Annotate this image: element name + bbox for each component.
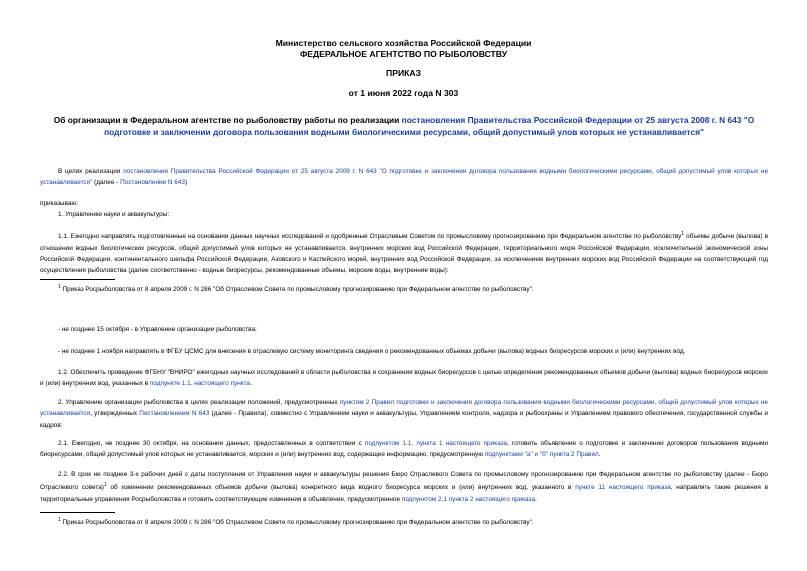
- footnote-mark[interactable]: 1: [681, 231, 685, 237]
- item-1-2: [40, 367, 768, 390]
- footnote-1: [40, 282, 768, 296]
- intro-prefix: В целях реализации: [58, 168, 124, 175]
- item-1-1-text: 1.1. Ежегодно направлять подготовленные на основании данных научных исследований и одобренные Отраслевым Советом по промысловому прогнозированию при Федеральном агентстве по рыболовству: [58, 233, 682, 241]
- footnote-divider-2: [40, 512, 115, 513]
- item-1-2-text: 1.2. Обеспечить проведение ФГБНУ "ВНИРО" ежегодных научных исследований в области рыболовства и сохранения водных биоресурсов с целью определения рекомендованных объемов добычи (вылова) водных биоресурсов морских и (или) внутренних вод, указанных в: [40, 369, 768, 388]
- intro-mid: (далее -: [92, 179, 121, 187]
- footnote-2: [40, 515, 768, 529]
- doc-date-number: от 1 июня 2022 года N 303: [348, 88, 459, 98]
- item-2-1-text: 2.1. Ежегодно, не позднее 30 октября, на основании данных, предоставленных в соответствии с: [58, 440, 365, 447]
- item-2-link-rules[interactable]: пунктом 2 Правил подготовки и заключения договора пользования водными биологическими ресурсами, общий допустимый улов которых не устанавливается: [40, 399, 768, 418]
- footnote-mark[interactable]: 1: [103, 482, 107, 489]
- item-2-mid: , утвержденных: [90, 410, 140, 418]
- title-prefix: Об организации в Федеральном агентстве по рыболовству работы по реализации: [53, 115, 402, 125]
- item-2-2-text: 2.2. В срок не позднее 3-х рабочих дней с даты поступления от Управления науки и аквакультуры решения Бюро Отраслевого Совета по промысловому прогнозированию при Федеральном агентстве по рыболовству (далее - Бюро Отраслевого совета): [40, 471, 768, 492]
- intro-suffix: ): [184, 179, 188, 187]
- footnote-1-text: Приказ Росрыболовства от 8 апреля 2009 г. N 286 "Об Отраслевом Совете по промысловому прогнозированию при Федеральном агентстве по рыболовству".: [60, 286, 534, 294]
- intro-link-short[interactable]: Постановление N 643: [120, 179, 185, 187]
- item-2-2-link[interactable]: пункте 11 настоящего приказа: [575, 484, 671, 492]
- item-1-2-link[interactable]: подпункте 1.1. настоящего пункта: [149, 380, 251, 388]
- item-2-2-suffix: .: [535, 495, 537, 503]
- item-2-2: [40, 469, 768, 505]
- item-2-2-text2: об изменении рекомендованных объемов добычи (вылова) конкретного вида водного биоресурса морских и (или) внутренних вод, указанного в: [106, 484, 576, 492]
- item-1: 1. Управлению науки и аквакультуры:: [58, 211, 170, 218]
- footnote-mark: 1: [58, 517, 61, 523]
- intro-paragraph: [40, 166, 768, 189]
- item-1-1-text2: объемы добычи (вылова) в отношении водных биологических ресурсов, общий допустимый улов которых не устанавливается, внутренних морских вод Российской Федерации, территориального моря Российской Федерации, исключительной экономической зоны Российской Федерации, континентального шельфа Российской Федерации, Азовского и Каспийского морей, внутренних вод Российской Федерации, за исключением внутренних морских вод Российской Федерации на соответствующий год осуществления рыболовства (далее соответственно - водные биоресурсы, рекомендованные объемы, морские воды, внутренние воды):: [40, 233, 769, 275]
- footnote-2-text: Приказ Росрыболовства от 8 апреля 2009 г. N 286 "Об Отраслевом Совете по промысловому прогнозированию при Федеральном агентстве по рыболовству".: [60, 519, 534, 527]
- item-2: [40, 397, 768, 431]
- doc-type: ПРИКАЗ: [386, 68, 421, 78]
- orders-label: приказываю:: [40, 200, 78, 207]
- dash-item-2: - не позднее 1 ноября направлять в ФГБУ ЦСМС для внесения в отраслевую систему мониторинга сведения о рекомендованных объемах добычи (вылова) водных биоресурсов морских и (или) внутренних вод.: [58, 348, 686, 355]
- item-2-text: 2. Управлению организации рыболовства в целях реализации положений, предусмотренных: [58, 399, 340, 406]
- item-2-2-mid: , направлять такие решения в территориальные управления Росрыболовства и готовить соответствующие изменения в объявление, предусмотренное: [40, 484, 769, 503]
- item-2-suffix: (далее - Правила), совместно с Управлением науки и аквакультуры, Управлением контроля, надзора и рыбоохраны и Управлением правового обеспечения, государственной службы и кадров:: [40, 410, 768, 429]
- item-2-2-link2[interactable]: подпунктом 2.1 пункта 2 настоящего приказа: [401, 495, 536, 503]
- item-2-1: [40, 438, 768, 461]
- item-2-1-link2[interactable]: подпунктами "а" и "б" пункта 2 Правил: [484, 451, 599, 459]
- title-link[interactable]: постановления Правительства Российской Федерации от 25 августа 2008 г. N 643 "О подготовке и заключении договора пользования водными биологическими ресурсами, общий допустимый улов которых не устанавливается": [104, 115, 755, 137]
- item-2-link-decree[interactable]: Постановлением N 643: [139, 410, 210, 418]
- ministry-name: Министерство сельского хозяйства Российской Федерации: [275, 38, 532, 48]
- item-2-1-link[interactable]: подпунктом 1.1. пункта 1 настоящего приказа: [364, 440, 508, 447]
- intro-link-decree[interactable]: постановления Правительства Российской Федерации от 25 августа 2008 г. N 643 "О подготовке и заключении договора пользования водными биологическими ресурсами, общий допустимый улов которых не устанавливается": [40, 168, 769, 187]
- item-1-1: [40, 229, 768, 277]
- dash-item-1: - не позднее 15 октября - в Управление организации рыболовства;: [58, 326, 257, 333]
- agency-name: ФЕДЕРАЛЬНОЕ АГЕНТСТВО ПО РЫБОЛОВСТВУ: [299, 49, 508, 59]
- item-1-2-suffix: .: [250, 380, 252, 388]
- footnote-divider: [40, 279, 115, 280]
- document-title: [52, 114, 756, 138]
- item-2-1-mid: , готовить объявление о подготовке и заключении договоров пользования водными биоресурсами, общий допустимый улов которых не устанавливается, морских и (или) внутренних вод, содержащее информацию, предусмотренную: [40, 440, 768, 459]
- item-2-1-suffix: .: [598, 451, 601, 459]
- footnote-mark: 1: [58, 284, 61, 290]
